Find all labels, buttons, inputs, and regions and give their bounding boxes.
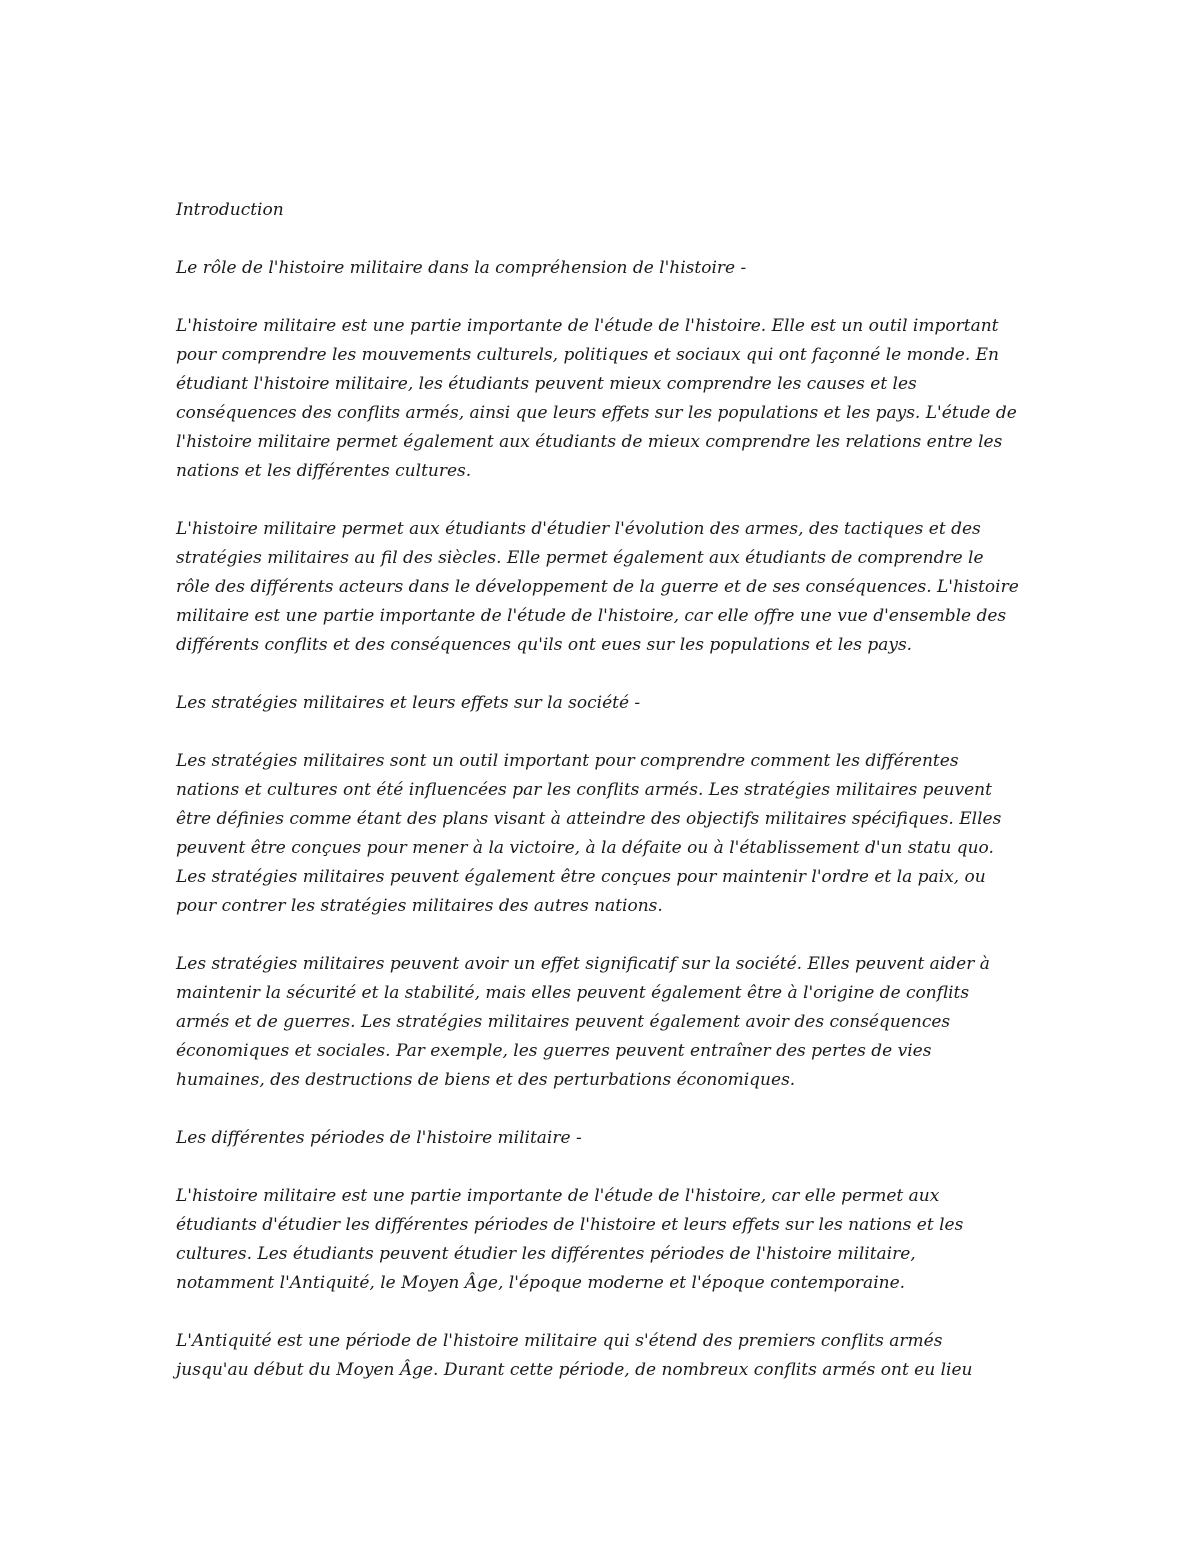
paragraph [176, 1327, 1036, 1385]
text-line: nations et cultures ont été influencées par les conflits armés. Les stratégies militaires peuvent [176, 780, 992, 800]
text-line: Le rôle de l'histoire militaire dans la compréhension de l'histoire - [176, 258, 747, 278]
section-heading [176, 689, 1036, 718]
text-line: militaire est une partie importante de l'étude de l'histoire, car elle offre une vue d'ensemble des [176, 606, 1007, 626]
text-line: cultures. Les étudiants peuvent étudier les différentes périodes de l'histoire militaire, [176, 1244, 916, 1264]
text-line: humaines, des destructions de biens et des perturbations économiques. [176, 1070, 796, 1090]
text-line: être définies comme étant des plans visant à atteindre des objectifs militaires spécifiques. Elles [176, 809, 1002, 829]
text-line: Les stratégies militaires sont un outil important pour comprendre comment les différentes [176, 751, 959, 771]
text-line: Les différentes périodes de l'histoire militaire - [176, 1128, 582, 1148]
text-line: étudiants d'étudier les différentes périodes de l'histoire et leurs effets sur les nations et les [176, 1215, 964, 1235]
text-line: Les stratégies militaires et leurs effets sur la société - [176, 693, 641, 713]
text-line: différents conflits et des conséquences qu'ils ont eues sur les populations et les pays. [176, 635, 913, 655]
text-line: stratégies militaires au fil des siècles. Elle permet également aux étudiants de comprendre le [176, 548, 984, 568]
text-line: armés et de guerres. Les stratégies militaires peuvent également avoir des conséquences [176, 1012, 951, 1032]
paragraph [176, 515, 1036, 660]
text-line: maintenir la sécurité et la stabilité, mais elles peuvent également être à l'origine de conflits [176, 983, 970, 1003]
text-line: notamment l'Antiquité, le Moyen Âge, l'époque moderne et l'époque contemporaine. [176, 1273, 906, 1293]
paragraph [176, 747, 1036, 921]
text-line: pour contrer les stratégies militaires des autres nations. [176, 896, 663, 916]
text-line: rôle des différents acteurs dans le développement de la guerre et de ses conséquences. L'histoire [176, 577, 1019, 597]
section-heading [176, 1124, 1036, 1153]
text-line: Introduction [176, 200, 284, 220]
paragraph [176, 950, 1036, 1095]
text-line: L'histoire militaire est une partie importante de l'étude de l'histoire, car elle permet aux [176, 1186, 940, 1206]
text-line: nations et les différentes cultures. [176, 461, 472, 481]
section-heading [176, 254, 1036, 283]
text-line: pour comprendre les mouvements culturels, politiques et sociaux qui ont façonné le monde. En [176, 345, 1000, 365]
text-line: jusqu'au début du Moyen Âge. Durant cette période, de nombreux conflits armés ont eu lieu [176, 1360, 973, 1380]
paragraph [176, 312, 1036, 486]
text-line: L'histoire militaire est une partie importante de l'étude de l'histoire. Elle est un outil important [176, 316, 999, 336]
text-line: l'histoire militaire permet également aux étudiants de mieux comprendre les relations entre les [176, 432, 1003, 452]
text-line: conséquences des conflits armés, ainsi que leurs effets sur les populations et les pays. L'étude de [176, 403, 1017, 423]
text-line: étudiant l'histoire militaire, les étudiants peuvent mieux comprendre les causes et les [176, 374, 917, 394]
text-line: peuvent être conçues pour mener à la victoire, à la défaite ou à l'établissement d'un statu quo. [176, 838, 994, 858]
text-line: L'Antiquité est une période de l'histoire militaire qui s'étend des premiers conflits armés [176, 1331, 943, 1351]
text-line: Les stratégies militaires peuvent avoir un effet significatif sur la société. Elles peuvent aider à [176, 954, 990, 974]
document-body [176, 196, 1036, 1414]
text-line: Les stratégies militaires peuvent également être conçues pour maintenir l'ordre et la paix, ou [176, 867, 986, 887]
paragraph [176, 1182, 1036, 1298]
text-line: économiques et sociales. Par exemple, les guerres peuvent entraîner des pertes de vies [176, 1041, 932, 1061]
section-heading [176, 196, 1036, 225]
text-line: L'histoire militaire permet aux étudiants d'étudier l'évolution des armes, des tactiques et des [176, 519, 981, 539]
